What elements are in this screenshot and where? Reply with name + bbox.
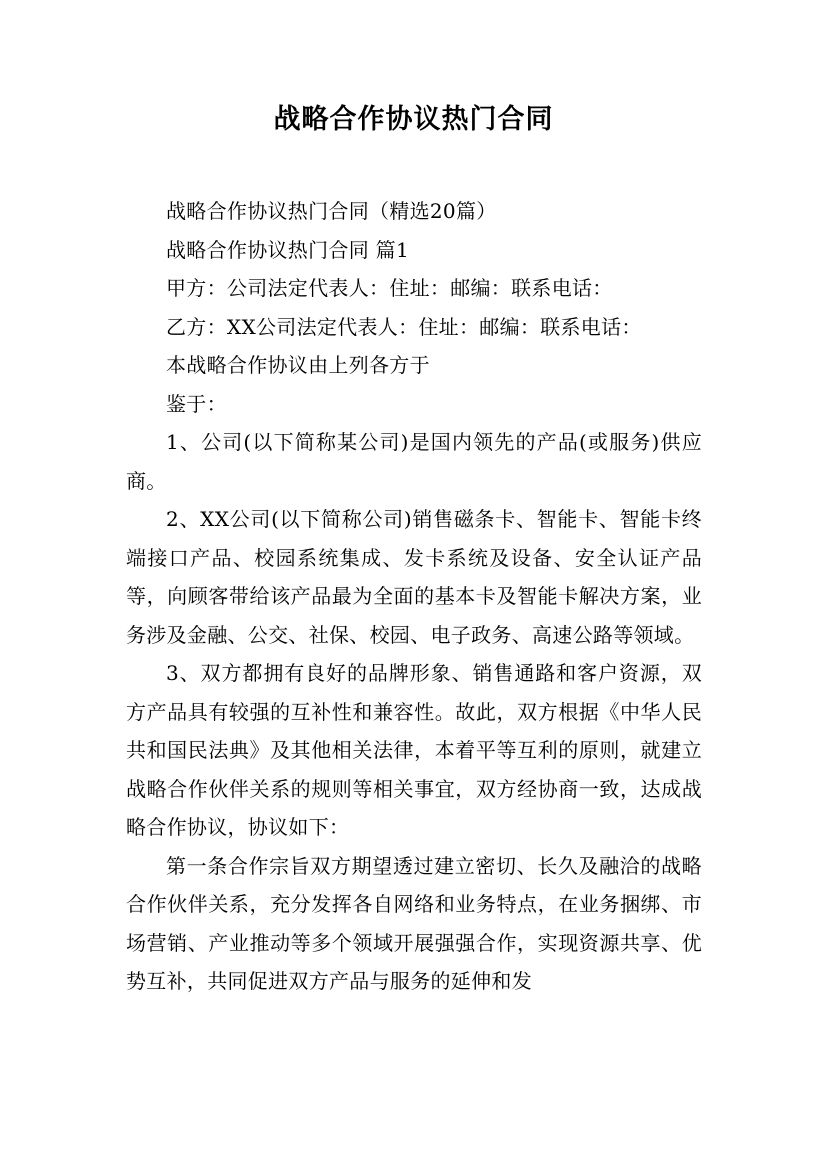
paragraph-item-1: 1、公司(以下简称某公司)是国内领先的产品(或服务)供应商。 bbox=[126, 430, 702, 493]
document-body bbox=[126, 192, 702, 1001]
paragraph-party-b: 乙方：XX公司法定代表人：住址：邮编：联系电话： bbox=[166, 314, 642, 339]
paragraph-party-a: 甲方：公司法定代表人：住址：邮编：联系电话： bbox=[166, 276, 613, 300]
paragraph-whereas: 鉴于： bbox=[166, 391, 227, 416]
paragraph-article-1: 第一条合作宗旨双方期望透过建立密切、长久及融洽的战略合作伙伴关系，充分发挥各自网络和业务特点，在业务捆绑、市场营销、产业推动等多个领域开展强强合作，实现资源共享、优势互补，共同促进双方产品与服务的延伸和发 bbox=[126, 853, 702, 993]
paragraph-item-2: 2、XX公司(以下简称公司)销售磁条卡、智能卡、智能卡终端接口产品、校园系统集成、发卡系统及设备、安全认证产品等，向顾客带给该产品最为全面的基本卡及智能卡解决方案，业务涉及金融、公交、社保、校园、电子政务、高速公路等领域。 bbox=[126, 507, 702, 647]
paragraph-item-3: 3、双方都拥有良好的品牌形象、销售通路和客户资源，双方产品具有较强的互补性和兼容性。故此，双方根据《中华人民共和国民法典》及其他相关法律，本着平等互利的原则，就建立战略合作伙伴关系的规则等相关事宜，双方经协商一致，达成战略合作协议，协议如下： bbox=[126, 661, 702, 839]
paragraph-intro: 本战略合作协议由上列各方于 bbox=[166, 353, 430, 377]
paragraph-section-heading: 战略合作协议热门合同 篇1 bbox=[166, 237, 409, 262]
document-title: 战略合作协议热门合同 bbox=[273, 104, 554, 135]
paragraph-subtitle: 战略合作协议热门合同（精选20篇） bbox=[166, 199, 497, 223]
